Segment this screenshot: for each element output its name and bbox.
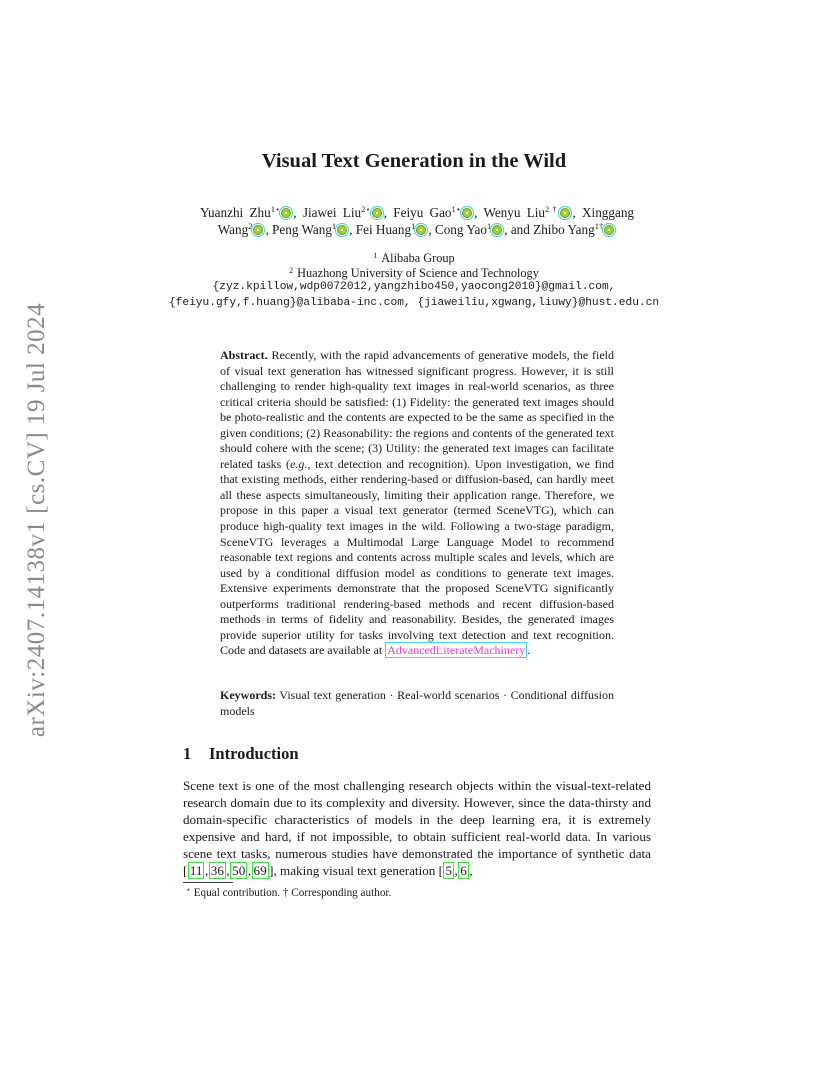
keywords-text: Visual text generation · Real-world scenarios · Conditional diffusion models xyxy=(220,688,614,718)
orcid-icon[interactable] xyxy=(372,208,382,218)
intro-text-mid: , making visual text generation xyxy=(273,862,439,878)
author-mark: 1 xyxy=(331,220,337,231)
section-title: Introduction xyxy=(209,744,299,763)
affiliation-name: Huazhong University of Science and Technology xyxy=(297,266,539,280)
paper-title: Visual Text Generation in the Wild xyxy=(261,150,567,172)
orcid-icon[interactable] xyxy=(281,208,291,218)
orcid-icon[interactable] xyxy=(462,208,472,218)
citation-link[interactable]: 11 xyxy=(189,862,203,878)
author-name: Feiyu Gao xyxy=(393,205,452,220)
footnote-rule xyxy=(183,882,233,883)
author-mark: 2⋆ xyxy=(361,204,371,214)
abstract-text: Recently, with the rapid advancements of generative models, the field of visual text generation has witnessed significant progress. However, it is still challenging to render high-quality text images in real-world scenarios, as three critical criteria should be satisfied: (1) Fidelity: the generated text images should be photo-realistic and the contents are expected to be the same as specified in the given conditions; (2) Reasonability: the regions and contents of the generated text should cohere with the scene; (3) Utility: the generated text images can facilitate related tasks ( xyxy=(220,348,614,471)
citation-link[interactable]: 36 xyxy=(210,862,224,878)
affiliation-name: Alibaba Group xyxy=(381,251,455,265)
keywords-label: Keywords: xyxy=(220,688,276,702)
footnote-mark: ⋆ xyxy=(186,885,191,894)
author-mark: 2† xyxy=(545,204,560,214)
orcid-icon[interactable] xyxy=(253,225,263,235)
email-line: {zyz.kpillow,wdp0072012,yangzhibo450,yaocong2010}@gmail.com, xyxy=(212,281,616,293)
author-mark: 1⋆ xyxy=(270,204,281,214)
intro-text-end: , xyxy=(469,862,473,878)
affiliation xyxy=(0,250,828,266)
author-mark: 2 xyxy=(248,220,253,231)
intro-paragraph: Scene text is one of the most challenging research objects within the visual-text-related research domain due to its complexity and diversity. However, since the data-thirsty and domain-specific characteristics of models in the deep learning era, it is extremely expensive and hard, if not impossible, to obtain sufficient real-world data. In various scene text tasks, numerous studies have demonstrated the importance of synthetic data [ 11 , 36 , 50 , 69 ], making visual text generation [ 5 , 6 , xyxy=(183,778,651,878)
author-list: Yuanzhi Zhu$^{1⋆}$ , Jiawei Liu$^{2⋆}$ , Feiyu Gao$^{1⋆}$ , Wenyu Liu$^{2\dagger}$ , Xinggang Wang$^2$ , Peng Wang$^1$ , Fei Huang$^1$ , Cong Yao$^1$ , and Zhibo Yang$^{1\dagger}$ xyxy=(200,204,635,237)
footnote-text: Equal contribution. † Corresponding author. xyxy=(193,887,392,899)
orcid-icon[interactable] xyxy=(492,225,502,235)
author-name: Zhibo Yang xyxy=(533,221,595,237)
author-name: Peng Wang xyxy=(272,221,332,237)
author-name: Jiawei Liu xyxy=(302,205,362,220)
abstract-end: . xyxy=(527,643,531,658)
section-number: 1 xyxy=(183,744,192,763)
footnote xyxy=(186,886,391,900)
email-line: {feiyu.gfy,f.huang}@alibaba-inc.com, {jiaweiliu,xgwang,liuwy}@hust.edu.cn xyxy=(168,297,660,309)
author-mark: 1⋆ xyxy=(451,204,462,214)
author-name: Xinggang Wang xyxy=(217,205,635,237)
section-heading xyxy=(183,744,299,764)
author-name: Wenyu Liu xyxy=(483,205,546,220)
orcid-icon[interactable] xyxy=(416,225,426,235)
abstract-label: Abstract. xyxy=(220,348,268,362)
citation-link[interactable]: 69 xyxy=(253,862,267,878)
affiliation-number: 2 xyxy=(289,266,294,275)
abstract-text-continued: , text detection and recognition). Upon investigation, we find that existing methods, either rendering-based or diffusion-based, can hardly meet all these aspects simultaneously, limiting their application range. Therefore, we propose in this paper a visual text generator (termed SceneVTG), which can produce high-quality text images in the wild. Following a two-stage paradigm, SceneVTG leverages a Multimodal Large Language Model to recommend reasonable text regions and contents across multiple scales and levels, which are used by a conditional diffusion model as conditions to generate text images. Extensive experiments demonstrate that the proposed SceneVTG significantly outperforms traditional rendering-based methods and recent diffusion-based methods in terms of fidelity and reasonability. Besides, the generated images provide superior utility for tasks involving text detection and text recognition. Code and datasets are available at xyxy=(220,456,614,658)
code-link[interactable]: AdvancedLiterateMachinery xyxy=(387,643,526,658)
keywords xyxy=(220,688,614,719)
author-mark: 1 xyxy=(411,220,416,231)
intro-text: Scene text is one of the most challenging research objects within the visual-text-related research domain due to its complexity and diversity. However, since the data-thirsty and domain-specific characteristics of models in the deep learning era, it is extremely expensive and hard, if not impossible, to obtain sufficient real-world data. In various scene text tasks, numerous studies have demonstrated the importance of synthetic data xyxy=(183,778,651,861)
citation-link[interactable]: 5 xyxy=(445,862,452,878)
arxiv-id-text: arXiv:2407.14138v1 [cs.CV] 19 Jul 2024 xyxy=(23,302,50,738)
affiliation-number: 1 xyxy=(373,251,378,260)
citation-link[interactable]: 50 xyxy=(232,862,246,878)
abstract xyxy=(220,348,614,659)
author-name: Yuanzhi Zhu xyxy=(200,205,271,220)
author-mark: 1 xyxy=(486,220,492,231)
orcid-icon[interactable] xyxy=(560,208,570,218)
arxiv-identifier xyxy=(17,280,57,760)
author-name: Fei Huang xyxy=(355,221,412,237)
orcid-icon[interactable] xyxy=(604,225,614,235)
author-mark: 1† xyxy=(594,220,604,231)
citation-link[interactable]: 6 xyxy=(460,862,467,878)
abstract-eg: e.g. xyxy=(290,456,308,471)
orcid-icon[interactable] xyxy=(337,225,347,235)
author-name: Cong Yao xyxy=(434,221,487,237)
